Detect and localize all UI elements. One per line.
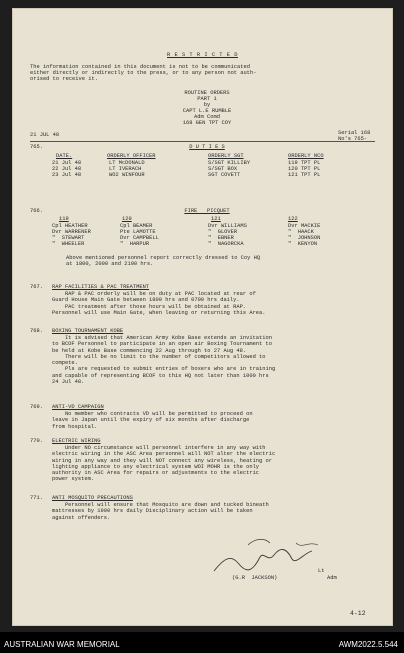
picquet-note: Above mentioned personnel report correctly dressed to Coy HQ at 1800, 2000 and 2100 hrs.	[66, 255, 261, 268]
section-769-heading: ANTI-VD CAMPAIGN	[52, 404, 104, 410]
picquet-row-2-121: " GLOVER	[208, 229, 238, 235]
section-767-text: RAP & PAC orderly will be on duty at PAC located at rear of Guard House Main Gate between 1800 hrs and 0700 hrs daily. PAC treatment after those hours will be obtained at RAP. Personnel will use Main Gate, when leaving or returning this Area.	[52, 291, 266, 316]
picquet-col-122: 122	[288, 216, 298, 222]
section-766-number: 766.	[30, 208, 43, 214]
signatory-name: (G.R JACKSON)	[232, 575, 278, 581]
duties-row-3-nco: 121 TPT PL	[288, 172, 321, 178]
section-768-text: It is advised that American Army Kobe Base extends an invitation to BCOF Personnel to participate in an open air Boxing Tournament to be held at Kobe Base commencing 22 Aug through to 27 Aug 48. There will be no limit to the number of competitors allowed to compete. Pls are requested to submit entries of boxers who are in training and capable of representing BCOF to this HQ not later than 1000 hrs 24 Jul 48.	[52, 335, 276, 386]
picquet-row-3-119: " STEWART	[52, 235, 85, 241]
orders-title: ROUTINE ORDERS	[184, 90, 230, 96]
section-771-number: 771.	[30, 495, 43, 501]
classification-heading: R E S T R I C T E D	[167, 52, 238, 58]
orders-part: PART 1	[197, 96, 217, 102]
duties-row-2-nco: 120 TPT PL	[288, 166, 321, 172]
document-page	[12, 8, 393, 626]
section-771-heading: ANTI MOSQUITO PRECAUTIONS	[52, 495, 133, 501]
section-768-heading: BOXING TOURNAMENT KOBE	[52, 328, 124, 334]
section-768-number: 768.	[30, 328, 43, 334]
serial-number: Serial 168	[338, 130, 371, 136]
header-divider	[30, 141, 375, 142]
duties-row-2-sgt: S/SGT BOX	[208, 166, 238, 172]
notice-line-3: orised to receive it.	[30, 76, 98, 82]
order-numbers: No's 765-	[338, 136, 368, 142]
picquet-row-1-122: Dvr MACKIE	[288, 223, 321, 229]
duties-col-date: DATE.	[56, 153, 73, 159]
picquet-row-4-121: " NAGORCKA	[208, 241, 244, 247]
duties-col-nco: ORDERLY NCO	[288, 153, 324, 159]
section-765-heading: D U T I E S	[189, 144, 225, 150]
section-770-text: Under NO circumstance will personnel interfere in any way with electric wiring in the ASC Area personnel will NOT alter the electric wiring in any way and they will NOT connect any wireless, heating or lighting appliance to any electrical system WOI MOHR is the only authority in ASC Area for repairs or adjustments to the electric power system.	[52, 445, 276, 483]
section-769-text: No member who contracts VD will be permitted to proceed on leave in Japan until the expiry of six months after discharge from hospital.	[52, 411, 253, 430]
duties-col-officer: ORDERLY OFFICER	[107, 153, 156, 159]
duties-row-2-date: 22 Jul 48	[52, 166, 82, 172]
picquet-col-119: 119	[59, 216, 69, 222]
picquet-row-1-120: Cpl BEAMER	[120, 223, 153, 229]
picquet-row-4-119: " WHEELER	[52, 241, 85, 247]
duties-row-3-date: 23 Jul 48	[52, 172, 82, 178]
page-mark: 4-12	[350, 610, 366, 617]
notice-line-1: The information contained in this document is not to be communicated	[30, 64, 250, 70]
section-770-heading: ELECTRIC WIRING	[52, 438, 101, 444]
archive-reference: AWM2022.5.544	[338, 640, 398, 649]
orders-role: Adm Comd	[194, 114, 220, 120]
picquet-row-2-119: Dvr WARRENER	[52, 229, 91, 235]
picquet-row-3-120: Dvr CAMPBELL	[120, 235, 159, 241]
duties-row-1-sgt: S/SGT KILLIBY	[208, 160, 251, 166]
orders-by: by	[203, 102, 211, 108]
duties-row-2-officer: LT IVERACH	[109, 166, 142, 172]
order-date: 21 JUL 48	[30, 132, 60, 138]
picquet-row-4-120: " HARPUR	[120, 241, 150, 247]
picquet-row-2-120: Pte LAMOTTE	[120, 229, 156, 235]
picquet-row-1-121: Dvr WILLIAMS	[208, 223, 247, 229]
duties-row-3-sgt: SGT COVETT	[208, 172, 241, 178]
section-771-text: Personnel will ensure that Mosquito are down and tucked bineath mattresses by 1900 hrs daily Disciplinary action will be taken against offenders.	[52, 502, 269, 521]
duties-row-1-nco: 119 TPT PL	[288, 160, 321, 166]
picquet-row-3-121: " EBNER	[208, 235, 234, 241]
section-770-number: 770.	[30, 438, 43, 444]
archive-footer	[0, 632, 404, 653]
section-765-number: 765.	[30, 144, 43, 150]
orders-unit: 168 GEN TPT COY	[182, 120, 232, 126]
picquet-col-120: 120	[122, 216, 132, 222]
section-767-number: 767.	[30, 284, 43, 290]
section-766-heading: FIRE PICQUET	[184, 208, 230, 214]
picquet-row-3-122: " JOHNSON	[288, 235, 321, 241]
picquet-col-121: 121	[211, 216, 221, 222]
signatory-role: Adm	[327, 575, 337, 581]
section-767-heading: RAP FACILITIES & PAC TREATMENT	[52, 284, 150, 290]
duties-col-sgt: ORDERLY SGT	[208, 153, 244, 159]
section-769-number: 769.	[30, 404, 43, 410]
picquet-row-2-122: " HAACK	[288, 229, 314, 235]
notice-line-2: either directly or indirectly to the press, or to any person not auth-	[30, 70, 257, 76]
picquet-row-1-119: Cpl HEATHER	[52, 223, 88, 229]
picquet-row-4-122: " KENYON	[288, 241, 318, 247]
duties-row-1-officer: LT McDONALD	[109, 160, 145, 166]
duties-row-3-officer: WO2 WINFOUR	[109, 172, 145, 178]
archive-name: AUSTRALIAN WAR MEMORIAL	[4, 640, 120, 649]
duties-row-1-date: 21 Jul 48	[52, 160, 82, 166]
orders-officer: CAPT L.E RUMBLE	[182, 108, 232, 114]
signature-rank: Lt	[318, 568, 325, 574]
